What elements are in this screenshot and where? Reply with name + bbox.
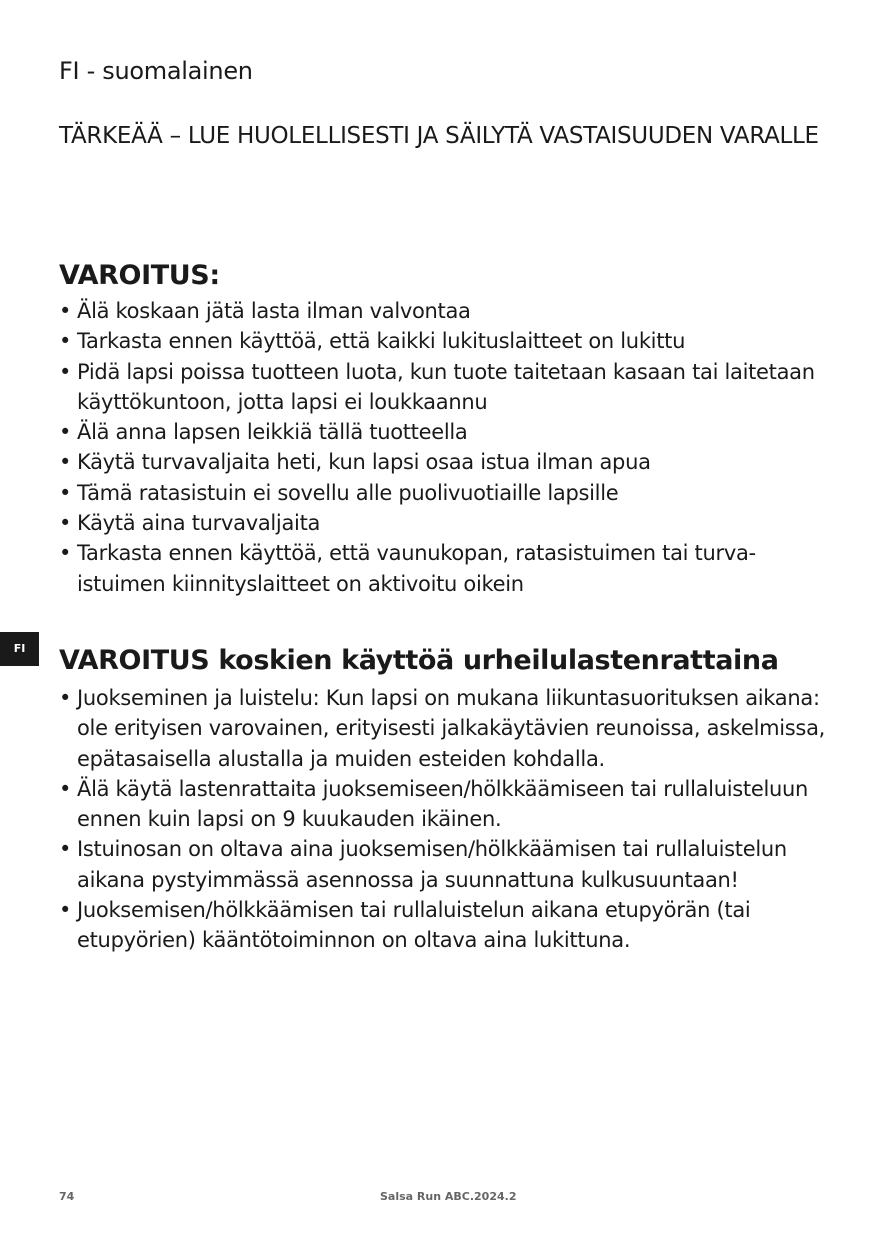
bullet-icon: • <box>59 541 72 566</box>
list-item-text: Käytä aina turvavaljaita <box>77 511 321 536</box>
list-item <box>59 296 829 326</box>
list-item-text: Tarkasta ennen käyttöä, että kaikki lukituslaitteet on lukittu <box>77 329 686 354</box>
sport-warning-title: VAROITUS koskien käyttöä urheilulastenrattaina <box>59 645 779 676</box>
bullet-icon: • <box>59 420 72 445</box>
list-item <box>59 538 829 599</box>
model-name: Salsa Run ABC.2024.2 <box>380 1190 517 1203</box>
bullet-icon: • <box>59 299 72 323</box>
bullet-icon: • <box>59 329 72 354</box>
warning-list <box>59 296 829 599</box>
list-item <box>59 417 829 447</box>
list-item <box>59 683 829 774</box>
list-item <box>59 326 829 356</box>
list-item-text: Pidä lapsi poissa tuotteen luota, kun tuote taitetaan kasaan tai laitetaan käyttökuntoon, jotta lapsi ei loukkaannu <box>77 359 815 414</box>
list-item <box>59 774 829 835</box>
list-item <box>59 357 829 418</box>
list-item <box>59 508 829 538</box>
language-side-tab: FI <box>0 632 39 666</box>
list-item-text: Istuinosan on oltava aina juoksemisen/hölkkäämisen tai rullaluistelun aikana pystyimmässä asennossa ja suunnattuna kulkusuuntaan! <box>77 837 787 892</box>
list-item-text: Tarkasta ennen käyttöä, että vaunukopan, ratasistuimen tai turva-istuimen kiinnityslaitteet on aktivoitu oikein <box>77 541 756 596</box>
language-heading: FI - suomalainen <box>59 57 253 85</box>
important-notice: TÄRKEÄÄ – LUE HUOLELLISESTI JA SÄILYTÄ VASTAISUUDEN VARALLE <box>59 123 819 149</box>
page-number: 74 <box>59 1190 75 1203</box>
bullet-icon: • <box>59 837 72 862</box>
bullet-icon: • <box>59 776 72 801</box>
list-item-text: Käytä turvavaljaita heti, kun lapsi osaa istua ilman apua <box>77 450 651 475</box>
sport-warning-list <box>59 683 829 956</box>
list-item <box>59 895 829 956</box>
list-item-text: Juoksemisen/hölkkäämisen tai rullaluistelun aikana etupyörän (tai etupyörien) kääntötoiminnon on oltava aina lukittuna. <box>77 898 751 953</box>
bullet-icon: • <box>59 511 72 536</box>
list-item-text: Älä koskaan jätä lasta ilman valvontaa <box>77 299 471 323</box>
list-item-text: Juokseminen ja luistelu: Kun lapsi on mukana liikuntasuorituksen aikana: ole erityisen varovainen, erityisesti jalkakäytävien reunoissa, askelmissa, epätasaisella alustalla ja muiden esteiden kohdalla. <box>77 686 826 771</box>
bullet-icon: • <box>59 359 72 384</box>
list-item <box>59 834 829 895</box>
bullet-icon: • <box>59 480 72 505</box>
list-item <box>59 447 829 477</box>
bullet-icon: • <box>59 898 72 923</box>
bullet-icon: • <box>59 450 72 475</box>
list-item-text: Älä anna lapsen leikkiä tällä tuotteella <box>77 420 468 445</box>
warning-title: VAROITUS: <box>59 260 220 291</box>
list-item-text: Tämä ratasistuin ei sovellu alle puolivuotiaille lapsille <box>77 480 619 505</box>
bullet-icon: • <box>59 686 72 710</box>
list-item-text: Älä käytä lastenrattaita juoksemiseen/hölkkäämiseen tai rullaluisteluun ennen kuin lapsi on 9 kuukauden ikäinen. <box>77 776 809 832</box>
list-item <box>59 478 829 508</box>
